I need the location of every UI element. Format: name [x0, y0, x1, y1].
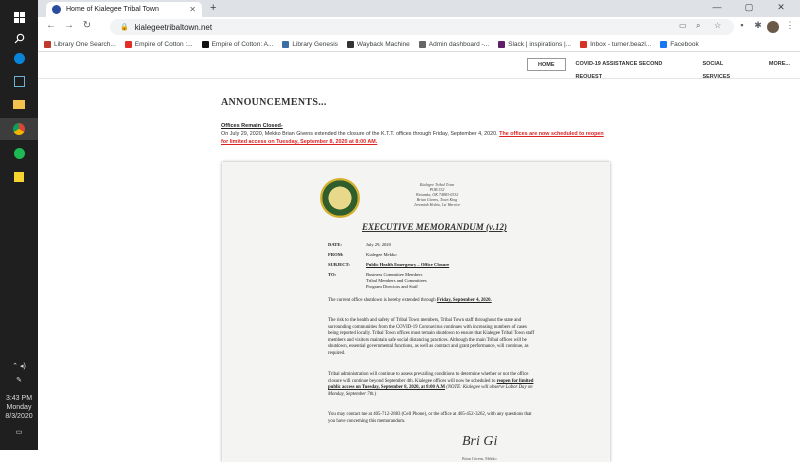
- bookmark-label: Inbox - turner.beazl...: [590, 40, 652, 48]
- letterhead-line: POB 332: [429, 187, 445, 192]
- memo-subject-row: [328, 262, 450, 268]
- minimize-icon[interactable]: —: [712, 2, 722, 12]
- clock-day: Monday: [6, 404, 32, 411]
- memo-date-row: [328, 242, 391, 248]
- nav-more[interactable]: MORE...: [768, 61, 790, 67]
- url-text: kialegeetribaltown.net: [134, 22, 213, 32]
- subject-label: SUBJECT:: [328, 262, 350, 267]
- close-tab-icon[interactable]: ✕: [189, 5, 196, 14]
- p1-date: Friday, September 4, 2020.: [436, 298, 492, 303]
- reload-icon[interactable]: ↻: [82, 20, 92, 31]
- memo-from-row: [328, 252, 397, 258]
- to-recipients: [366, 272, 427, 290]
- tray-icons[interactable]: ⌃ ◂): [12, 363, 26, 370]
- search-icon[interactable]: [7, 27, 31, 49]
- spotify-icon[interactable]: [7, 142, 31, 164]
- memo-paragraph-2: The risk to the health and safety of Tribal Town members, Tribal Town staff throughout the state and surrounding communities from the COVID-19 Coronavirus continues with increasing numbers of cases being reported locally. Tribal Town offices must remain shutdown to ensure that Kialegee Tribal Town staff members and visitors maintain safe social distancing practices. Although the main Tribal offices will be shutdown, essential governmental functions, as well as contract and grant performance, will continue, as required.: [328, 318, 535, 356]
- bookmark-label: Facebook: [670, 40, 699, 48]
- site-navigation: [527, 58, 800, 80]
- zoom-icon[interactable]: ⌕: [696, 21, 701, 30]
- reopen-notice: The offices are now scheduled to reopen for limited access on Tuesday, September 8, 2020 at 8:00 AM.: [221, 131, 604, 145]
- p3-reopen: reopen for limited public access on Tuesday, September 8, 2020, at 8:00 A.M: [328, 378, 534, 391]
- nav-home[interactable]: HOME: [527, 58, 566, 71]
- notification-icon[interactable]: ▭: [15, 429, 23, 436]
- clock-time[interactable]: 3:43 PM: [5, 395, 33, 402]
- subject-value: Public Health Emergency – Office Closure: [366, 262, 450, 267]
- signature: Bri Gi: [462, 434, 498, 449]
- file-explorer-icon[interactable]: [7, 93, 31, 115]
- tab-strip: [38, 0, 800, 17]
- bookmark-item[interactable]: [419, 41, 489, 48]
- to-line: Business Committee Members: [366, 272, 423, 277]
- memo-paragraph-3: [328, 372, 536, 398]
- memo-paragraph-4: You may contact me at 405-712-2883 (Cell Phone), or the office at 405-452-3262, with any questions that you have concerning this memorandum.: [328, 412, 532, 424]
- to-line: Tribal Members and Committees: [366, 278, 427, 283]
- p1-text: The current office shutdown is hereby extended through: [328, 298, 437, 303]
- windows-start-icon[interactable]: [7, 6, 31, 28]
- bookmark-label: Admin dashboard -...: [428, 40, 490, 48]
- to-label: TO:: [328, 272, 337, 277]
- bookmark-favicon-icon: [125, 41, 132, 48]
- kindle-icon[interactable]: [7, 70, 31, 92]
- offices-closed-title: Offices Remain Closed-: [221, 123, 283, 129]
- extension-icon[interactable]: ▪: [740, 20, 744, 30]
- nav-covid-assistance[interactable]: COVID-19 ASSISTANCE SECOND REQUEST: [575, 61, 663, 80]
- bookmark-item[interactable]: [660, 41, 699, 48]
- signature-name: Brian Givens, Mekko: [462, 456, 497, 461]
- from-value: Kialegee Mekko: [366, 252, 397, 257]
- offices-closed-text: [221, 130, 611, 146]
- nav-divider: [38, 78, 800, 79]
- bookmarks-bar: [38, 37, 800, 52]
- to-line: Program Directors and Staff: [366, 284, 418, 289]
- letterhead-line: Wetumka, OK 74883-0332: [415, 192, 459, 197]
- bookmark-label: Library One Search...: [54, 40, 116, 48]
- bookmark-favicon-icon: [347, 41, 354, 48]
- letterhead-line: Brian Givens, Town King: [416, 197, 458, 202]
- bookmark-item[interactable]: [44, 41, 116, 48]
- memo-title: EXECUTIVE MEMORANDUM (v.12): [362, 222, 507, 232]
- bookmark-item[interactable]: [202, 41, 274, 48]
- sticky-notes-icon[interactable]: [7, 166, 31, 188]
- close-window-icon[interactable]: ✕: [777, 2, 785, 12]
- cast-icon[interactable]: ▭: [679, 21, 687, 30]
- address-bar[interactable]: [110, 19, 734, 35]
- bookmark-label: Wayback Machine: [356, 40, 410, 48]
- bookmark-favicon-icon: [498, 41, 505, 48]
- bookmark-item[interactable]: [282, 41, 338, 48]
- chrome-icon[interactable]: [0, 118, 38, 140]
- executive-memorandum-image: [222, 162, 610, 462]
- maximize-icon[interactable]: ▢: [744, 2, 754, 12]
- bookmark-favicon-icon: [419, 41, 426, 48]
- bookmark-favicon-icon: [44, 41, 51, 48]
- extensions-puzzle-icon[interactable]: ✱: [754, 20, 762, 30]
- bookmark-favicon-icon: [282, 41, 289, 48]
- closed-body-text: On July 29, 2020, Mekko Brian Givens extended the closure of the K.T.T. offices through Friday, September 4, 2020.: [221, 131, 498, 137]
- date-value: July 29, 2020: [366, 242, 391, 247]
- bookmark-label: Empire of Cotton: A...: [211, 40, 274, 48]
- bookmark-label: Empire of Cotton :...: [134, 40, 193, 48]
- windows-taskbar: [0, 0, 38, 450]
- new-tab-icon[interactable]: +: [210, 2, 217, 14]
- lock-icon[interactable]: 🔒: [120, 24, 129, 31]
- chrome-menu-icon[interactable]: ⋮: [785, 20, 795, 30]
- bookmark-favicon-icon: [580, 41, 587, 48]
- clock-date: 8/3/2020: [5, 413, 33, 420]
- bookmark-favicon-icon: [202, 41, 209, 48]
- pen-icon[interactable]: ✎: [16, 377, 22, 384]
- bookmark-label: Library Genesis: [292, 40, 338, 48]
- browser-tab[interactable]: [46, 2, 202, 17]
- memo-letterhead: [382, 182, 492, 207]
- date-label: DATE:: [328, 242, 342, 247]
- profile-avatar[interactable]: [767, 21, 779, 33]
- memo-paragraph-1: [328, 298, 536, 305]
- bookmark-item[interactable]: [125, 41, 193, 48]
- browser-toolbar: [38, 17, 800, 37]
- bookmark-item[interactable]: [580, 41, 651, 48]
- p3-note: (NOTE: Kialegee will observe Labor Day on Monday, September 7th.): [328, 385, 533, 397]
- p3-text: Tribal administration will continue to assess prevailing conditions to determine whether or not the office closure will continue beyond September 4th. Kialegee offices will now be scheduled to: [328, 372, 529, 384]
- bookmark-star-icon[interactable]: ☆: [714, 21, 722, 30]
- nav-social-services[interactable]: SOCIAL SERVICES: [702, 61, 731, 80]
- back-icon[interactable]: ←: [46, 20, 56, 31]
- taskbar-app-icon[interactable]: [7, 47, 31, 69]
- site-favicon-icon: [52, 5, 61, 14]
- bookmark-item[interactable]: [347, 41, 410, 48]
- tab-title: Home of Kialegee Tribal Town: [66, 6, 159, 13]
- web-page: [38, 52, 800, 461]
- bookmark-label: Slack | inspirations |...: [508, 40, 572, 48]
- letterhead-line: Kialegee Tribal Town: [419, 182, 455, 187]
- forward-icon[interactable]: →: [64, 20, 74, 31]
- bookmark-favicon-icon: [660, 41, 667, 48]
- letterhead-line: Jeremiah Hobia, 1st Warrior: [413, 202, 461, 207]
- from-label: FROM:: [328, 252, 344, 257]
- memo-to-row: [328, 272, 427, 289]
- announcements-heading: ANNOUNCEMENTS...: [221, 97, 327, 108]
- tribal-seal-logo: [320, 178, 360, 218]
- bookmark-item[interactable]: [498, 41, 571, 48]
